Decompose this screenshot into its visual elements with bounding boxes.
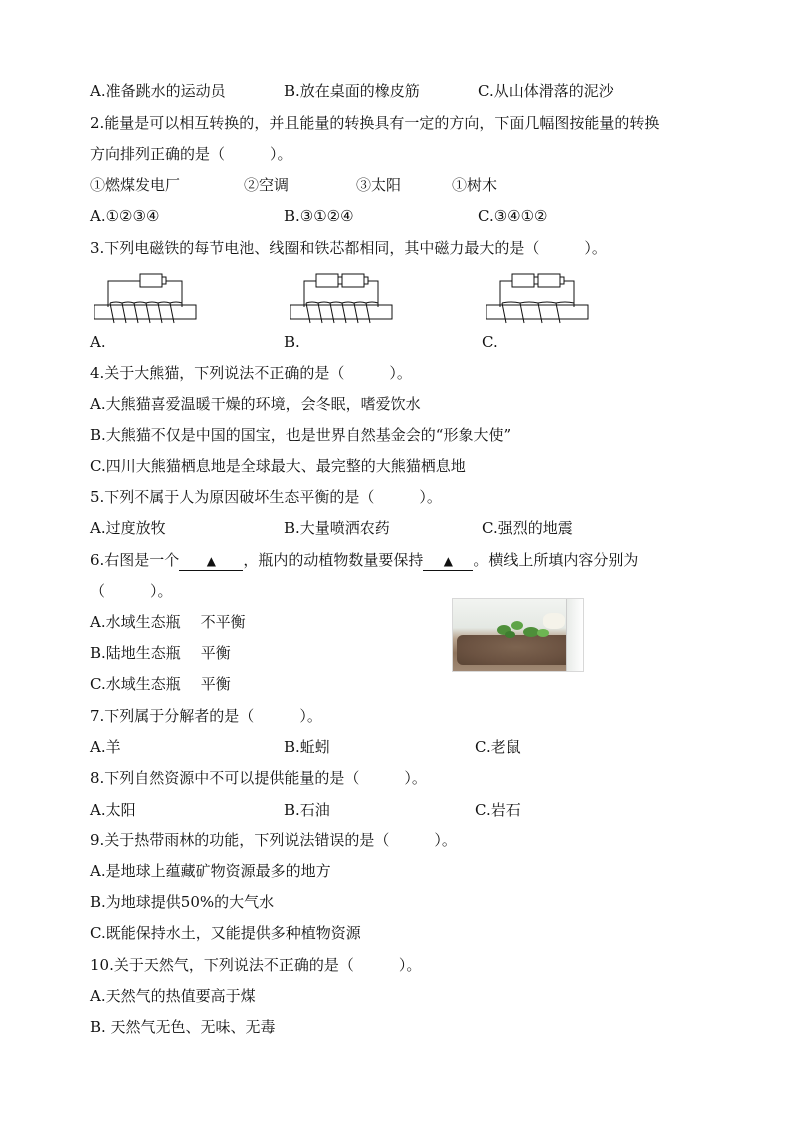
q6-option-a-state: 不平衡 (200, 613, 246, 631)
q1-option-c[interactable]: C.从山体滑落的泥沙 (478, 82, 614, 100)
q5-option-a[interactable]: A.过度放牧 (90, 519, 166, 537)
q10-stem: 10.关于天然气，下列说法不正确的是（ ）。 (90, 956, 422, 974)
q6-stem-prefix: 6.右图是一个 (90, 551, 180, 569)
q4-option-a[interactable]: A.大熊猫喜爱温暖干燥的环境，会冬眠，嗜爱饮水 (90, 395, 421, 413)
q6-stem-suffix: 。横线上所填内容分别为 (473, 551, 639, 569)
q6-option-c-state: 平衡 (200, 675, 231, 693)
q3-option-a[interactable]: A. (90, 333, 106, 351)
q7-stem: 7.下列属于分解者的是（ ）。 (90, 707, 322, 725)
q2-stem-line1: 2.能量是可以相互转换的，并且能量的转换具有一定的方向，下面几幅图按能量的转换 (90, 114, 660, 132)
q1-option-b[interactable]: B.放在桌面的橡皮筋 (284, 82, 420, 100)
q6-stem-line2: （ ）。 (90, 582, 173, 600)
q6-option-b[interactable] (90, 643, 231, 663)
q6-stem-middle: 瓶内的动植物数量要保持 (258, 551, 424, 569)
q6-option-b-state: 平衡 (200, 644, 231, 662)
q9-option-c[interactable]: C.既能保持水土，又能提供多种植物资源 (90, 924, 361, 942)
q2-item-4: ①树木 (452, 176, 498, 194)
q8-option-a[interactable]: A.太阳 (90, 801, 136, 819)
q6-option-a-label: A.水域生态瓶 (90, 613, 181, 631)
q10-option-a[interactable]: A.天然气的热值要高于煤 (90, 987, 256, 1005)
q3-option-c[interactable]: C. (482, 333, 498, 351)
q8-stem: 8.下列自然资源中不可以提供能量的是（ ）。 (90, 769, 427, 787)
electromagnet-diagram-b (290, 265, 394, 327)
q6-option-a[interactable] (90, 612, 246, 632)
q8-option-b[interactable]: B.石油 (284, 801, 330, 819)
q6-option-c-label: C.水域生态瓶 (90, 675, 181, 693)
q6-blank-2-marker: ▲ (443, 554, 453, 568)
q9-option-a[interactable]: A.是地球上蕴藏矿物资源最多的地方 (90, 862, 331, 880)
q9-option-b[interactable]: B.为地球提供50%的大气水 (90, 893, 275, 911)
q10-option-b[interactable]: B. 天然气无色、无味、无毒 (90, 1018, 276, 1036)
q3-option-b[interactable]: B. (284, 333, 300, 351)
q2-item-1: ①燃煤发电厂 (90, 176, 181, 194)
q5-stem: 5.下列不属于人为原因破坏生态平衡的是（ ）。 (90, 488, 442, 506)
q6-option-c[interactable] (90, 674, 231, 694)
q6-blank-1[interactable] (179, 551, 243, 571)
q2-option-a[interactable]: A.①②③④ (90, 207, 160, 225)
q5-option-b[interactable]: B.大量喷洒农药 (284, 519, 390, 537)
q1-option-a[interactable]: A.准备跳水的运动员 (90, 82, 226, 100)
q5-option-c[interactable]: C.强烈的地震 (482, 519, 573, 537)
q2-stem-line2: 方向排列正确的是（ ）。 (90, 145, 293, 163)
q6-stem-line1 (90, 550, 638, 571)
q2-item-2: ②空调 (244, 176, 290, 194)
q6-blank-1-marker: ▲ (206, 554, 216, 568)
q4-stem: 4.关于大熊猫，下列说法不正确的是（ ）。 (90, 364, 412, 382)
electromagnet-diagram-c (486, 265, 590, 327)
ecosystem-jar-photo (452, 598, 584, 672)
q9-stem: 9.关于热带雨林的功能，下列说法错误的是（ ）。 (90, 831, 457, 849)
q4-option-c[interactable]: C.四川大熊猫栖息地是全球最大、最完整的大熊猫栖息地 (90, 457, 466, 475)
q7-option-a[interactable]: A.羊 (90, 738, 121, 756)
q2-option-b[interactable]: B.③①②④ (284, 207, 354, 225)
q4-option-b[interactable]: B.大熊猫不仅是中国的国宝，也是世界自然基金会的“形象大使” (90, 426, 512, 444)
q2-item-3: ③太阳 (356, 176, 402, 194)
q6-option-b-label: B.陆地生态瓶 (90, 644, 181, 662)
q3-stem: 3.下列电磁铁的每节电池、线圈和铁芯都相同，其中磁力最大的是（ ）。 (90, 239, 607, 257)
q7-option-b[interactable]: B.蚯蚓 (284, 738, 330, 756)
q8-option-c[interactable]: C.岩石 (475, 801, 521, 819)
q6-blank-2[interactable] (423, 551, 473, 571)
q2-option-c[interactable]: C.③④①② (478, 207, 548, 225)
q6-blank-1-tail: ， (243, 551, 259, 569)
electromagnet-diagram-a (94, 265, 198, 327)
q7-option-c[interactable]: C.老鼠 (475, 738, 521, 756)
